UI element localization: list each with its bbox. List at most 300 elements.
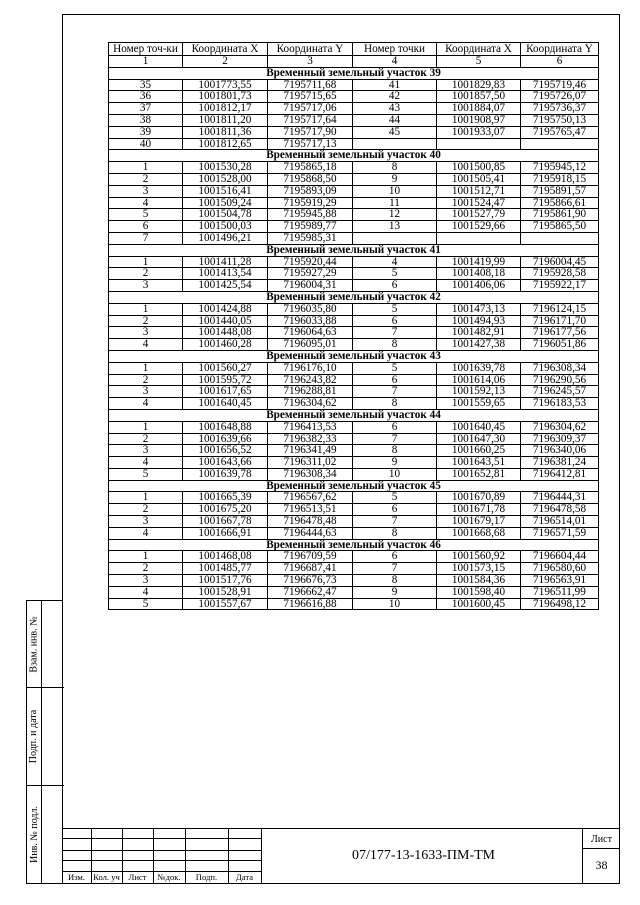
col-header-y: Координата Y: [268, 43, 353, 56]
table-cell: 7196381,24: [521, 457, 599, 469]
table-row: [109, 421, 599, 433]
table-cell: 7196444,31: [521, 492, 599, 504]
table-cell: 5: [109, 209, 183, 221]
table-row: [109, 280, 599, 292]
table-row: [109, 138, 599, 150]
table-cell: 1: [109, 362, 183, 374]
table-cell: 7196243,82: [268, 374, 353, 386]
table-cell: 7195989,77: [268, 221, 353, 233]
table-cell: 1001675,20: [183, 504, 268, 516]
table-cell: 7196064,63: [268, 327, 353, 339]
table-cell: 1001908,97: [437, 114, 521, 126]
table-cell: 7195865,50: [521, 221, 599, 233]
table-cell: 4: [109, 197, 183, 209]
table-cell: 7195919,29: [268, 197, 353, 209]
table-row: [109, 256, 599, 268]
table-row: [109, 315, 599, 327]
table-cell: [521, 232, 599, 244]
table-cell: 1001408,18: [437, 268, 521, 280]
table-cell: 1001648,88: [183, 421, 268, 433]
table-cell: 7196514,01: [521, 516, 599, 528]
table-cell: 8: [353, 162, 437, 174]
table-row: [109, 527, 599, 539]
table-cell: 7195927,29: [268, 268, 353, 280]
table-cell: 1001505,41: [437, 173, 521, 185]
label-list: Лист: [128, 872, 147, 882]
table-cell: 4: [109, 527, 183, 539]
table-cell: 7195928,58: [521, 268, 599, 280]
table-cell: 2: [109, 563, 183, 575]
table-cell: 1001406,06: [437, 280, 521, 292]
table-cell: 1001494,93: [437, 315, 521, 327]
section-title-row: [109, 350, 599, 362]
table-cell: 1001500,03: [183, 221, 268, 233]
side-stamp-inv: Инв. № подл.: [28, 805, 40, 863]
col-header-y-2: Координата Y: [521, 43, 599, 56]
table-cell: 7195717,90: [268, 126, 353, 138]
table-cell: 1001656,52: [183, 445, 268, 457]
table-cell: 7196511,99: [521, 586, 599, 598]
table-cell: 1001559,65: [437, 398, 521, 410]
table-cell: 44: [353, 114, 437, 126]
table-row: [109, 504, 599, 516]
table-cell: 7196604,44: [521, 551, 599, 563]
table-cell: 9: [353, 173, 437, 185]
table-cell: 1001530,28: [183, 162, 268, 174]
table-cell: 1001668,68: [437, 527, 521, 539]
col-header-point: Номер точ-ки: [109, 43, 183, 56]
table-cell: 7196567,62: [268, 492, 353, 504]
table-header-number-row: [109, 56, 599, 68]
table-cell: 1001671,78: [437, 504, 521, 516]
section-title-row: [109, 409, 599, 421]
table-cell: 2: [109, 504, 183, 516]
table-cell: 1001600,45: [437, 598, 521, 610]
table-cell: 1001425,54: [183, 280, 268, 292]
table-cell: 1001829,83: [437, 79, 521, 91]
table-cell: 7196687,41: [268, 563, 353, 575]
table-cell: 7196171,70: [521, 315, 599, 327]
side-stamp: [26, 600, 63, 884]
table-cell: 4: [109, 398, 183, 410]
table-cell: 36: [109, 91, 183, 103]
table-row: [109, 221, 599, 233]
table-cell: 7196035,80: [268, 303, 353, 315]
table-cell: 5: [109, 468, 183, 480]
table-cell: 1001933,07: [437, 126, 521, 138]
table-cell: 1001557,67: [183, 598, 268, 610]
table-cell: 1001614,06: [437, 374, 521, 386]
table-cell: 2: [109, 173, 183, 185]
table-cell: 7195945,88: [268, 209, 353, 221]
col-number: 1: [109, 56, 183, 68]
table-cell: 1001773,55: [183, 79, 268, 91]
table-cell: 7196004,45: [521, 256, 599, 268]
table-cell: 1001679,17: [437, 516, 521, 528]
table-cell: 7195918,15: [521, 173, 599, 185]
table-cell: 1001584,36: [437, 575, 521, 587]
table-cell: 1001667,78: [183, 516, 268, 528]
table-cell: 1001801,73: [183, 91, 268, 103]
table-row: [109, 433, 599, 445]
table-cell: 10: [353, 185, 437, 197]
table-cell: [437, 232, 521, 244]
table-cell: 7195715,65: [268, 91, 353, 103]
table-row: [109, 516, 599, 528]
section-title: Временный земельный участок 45: [109, 480, 599, 492]
table-cell: 7196033,88: [268, 315, 353, 327]
table-cell: 7196340,06: [521, 445, 599, 457]
table-cell: 1001413,54: [183, 268, 268, 280]
table-row: [109, 79, 599, 91]
table-cell: 1001573,15: [437, 563, 521, 575]
table-cell: 7196478,48: [268, 516, 353, 528]
table-row: [109, 268, 599, 280]
table-cell: 1001811,20: [183, 114, 268, 126]
table-cell: 2: [109, 315, 183, 327]
table-cell: 1001512,71: [437, 185, 521, 197]
section-title-row: [109, 150, 599, 162]
table-cell: 42: [353, 91, 437, 103]
table-cell: 5: [353, 268, 437, 280]
table-cell: 1001424,88: [183, 303, 268, 315]
col-number: 2: [183, 56, 268, 68]
label-kol-uch: Кол. уч: [93, 872, 120, 882]
table-cell: 1: [109, 421, 183, 433]
table-cell: 1001652,81: [437, 468, 521, 480]
table-cell: 7196176,10: [268, 362, 353, 374]
table-cell: 35: [109, 79, 183, 91]
coordinates-table: [108, 42, 599, 610]
table-cell: 9: [353, 457, 437, 469]
table-cell: 1001496,21: [183, 232, 268, 244]
table-cell: 3: [109, 280, 183, 292]
section-title-row: [109, 480, 599, 492]
side-stamp-vzam: Взам. инв. №: [28, 615, 40, 673]
table-cell: 7196444,63: [268, 527, 353, 539]
table-row: [109, 185, 599, 197]
table-cell: 7196709,59: [268, 551, 353, 563]
table-cell: 1001528,00: [183, 173, 268, 185]
table-cell: 1: [109, 162, 183, 174]
table-cell: 5: [353, 362, 437, 374]
document-number: 07/177-13-1633-ПМ-ТМ: [352, 848, 495, 863]
col-number: 6: [521, 56, 599, 68]
table-cell: 8: [353, 527, 437, 539]
table-cell: 7195922,17: [521, 280, 599, 292]
table-cell: 7196662,47: [268, 586, 353, 598]
table-row: [109, 173, 599, 185]
table-cell: 1001617,65: [183, 386, 268, 398]
table-cell: 7195945,12: [521, 162, 599, 174]
table-cell: 7196311,02: [268, 457, 353, 469]
table-cell: 1001427,38: [437, 339, 521, 351]
table-cell: 7195719,46: [521, 79, 599, 91]
table-cell: 45: [353, 126, 437, 138]
table-cell: 7196309,37: [521, 433, 599, 445]
table-row: [109, 386, 599, 398]
label-izm: Изм.: [67, 872, 86, 882]
sheet-label: Лист: [591, 834, 612, 845]
table-row: [109, 103, 599, 115]
table-row: [109, 457, 599, 469]
table-cell: 37: [109, 103, 183, 115]
table-cell: 7196051,86: [521, 339, 599, 351]
table-row: [109, 114, 599, 126]
table-cell: 1001884,07: [437, 103, 521, 115]
table-cell: 4: [109, 586, 183, 598]
table-row: [109, 551, 599, 563]
table-row: [109, 362, 599, 374]
table-cell: 1001640,45: [183, 398, 268, 410]
section-title-row: [109, 291, 599, 303]
table-cell: 6: [353, 315, 437, 327]
table-cell: 7: [109, 232, 183, 244]
table-cell: 7195868,50: [268, 173, 353, 185]
table-row: [109, 374, 599, 386]
table-cell: [353, 232, 437, 244]
table-cell: 7195866,61: [521, 197, 599, 209]
col-number: 3: [268, 56, 353, 68]
table-row: [109, 468, 599, 480]
table-cell: 7196616,88: [268, 598, 353, 610]
table-cell: 2: [109, 433, 183, 445]
table-cell: 2: [109, 374, 183, 386]
table-cell: 7195711,68: [268, 79, 353, 91]
table-row: [109, 91, 599, 103]
section-title: Временный земельный участок 42: [109, 291, 599, 303]
table-cell: 1001528,91: [183, 586, 268, 598]
table-row: [109, 598, 599, 610]
col-header-x: Координата X: [183, 43, 268, 56]
table-row: [109, 398, 599, 410]
table-cell: 1001812,65: [183, 138, 268, 150]
sheet-number: 38: [595, 858, 608, 872]
table-cell: 7195865,18: [268, 162, 353, 174]
table-cell: 7: [353, 327, 437, 339]
table-cell: 4: [109, 339, 183, 351]
table-cell: 7195717,64: [268, 114, 353, 126]
table-cell: 7: [353, 386, 437, 398]
table-cell: 1001666,91: [183, 527, 268, 539]
table-cell: 6: [109, 221, 183, 233]
table-cell: 7196124,15: [521, 303, 599, 315]
table-cell: 7: [353, 516, 437, 528]
table-cell: 1001448,08: [183, 327, 268, 339]
table-cell: 1001500,85: [437, 162, 521, 174]
table-cell: 39: [109, 126, 183, 138]
table-cell: 6: [353, 504, 437, 516]
table-cell: 7: [353, 433, 437, 445]
table-cell: 6: [353, 551, 437, 563]
table-cell: 1001411,28: [183, 256, 268, 268]
section-title: Временный земельный участок 46: [109, 539, 599, 551]
table-cell: 3: [109, 445, 183, 457]
table-cell: 7196413,53: [268, 421, 353, 433]
table-cell: 3: [109, 575, 183, 587]
table-cell: 7195893,09: [268, 185, 353, 197]
col-header-point-2: Номер точки: [353, 43, 437, 56]
table-cell: 1: [109, 551, 183, 563]
table-cell: 7196304,62: [268, 398, 353, 410]
table-cell: 1001640,45: [437, 421, 521, 433]
table-cell: 7196288,81: [268, 386, 353, 398]
section-title: Временный земельный участок 39: [109, 67, 599, 79]
table-cell: 6: [353, 280, 437, 292]
table-cell: 1001857,50: [437, 91, 521, 103]
table-row: [109, 445, 599, 457]
table-cell: 4: [353, 256, 437, 268]
table-cell: 1001639,78: [437, 362, 521, 374]
table-cell: 1001419,99: [437, 256, 521, 268]
label-podp: Подп.: [195, 872, 218, 882]
table-cell: 1001482,91: [437, 327, 521, 339]
table-cell: 1001670,89: [437, 492, 521, 504]
table-cell: 12: [353, 209, 437, 221]
table-cell: 13: [353, 221, 437, 233]
table-cell: 1001504,78: [183, 209, 268, 221]
table-cell: 3: [109, 386, 183, 398]
table-cell: 7196676,73: [268, 575, 353, 587]
table-cell: 10: [353, 468, 437, 480]
section-title: Временный земельный участок 44: [109, 409, 599, 421]
table-cell: 10: [353, 598, 437, 610]
table-cell: 7196095,01: [268, 339, 353, 351]
table-cell: 1: [109, 492, 183, 504]
table-row: [109, 197, 599, 209]
table-cell: [437, 138, 521, 150]
table-cell: 11: [353, 197, 437, 209]
table-cell: 7196004,31: [268, 280, 353, 292]
table-cell: 1: [109, 256, 183, 268]
table-header-row: [109, 43, 599, 56]
table-cell: 7195736,37: [521, 103, 599, 115]
section-title: Временный земельный участок 40: [109, 150, 599, 162]
title-block: [62, 828, 620, 884]
table-cell: 1001468,08: [183, 551, 268, 563]
table-cell: 7196245,57: [521, 386, 599, 398]
coordinates-table-body: [109, 67, 599, 610]
col-header-x-2: Координата X: [437, 43, 521, 56]
table-cell: 1001516,41: [183, 185, 268, 197]
table-cell: 7196513,51: [268, 504, 353, 516]
table-cell: 7196563,91: [521, 575, 599, 587]
table-cell: 7196304,62: [521, 421, 599, 433]
table-cell: 7195985,31: [268, 232, 353, 244]
table-cell: 7: [353, 563, 437, 575]
table-cell: 7196498,12: [521, 598, 599, 610]
table-row: [109, 563, 599, 575]
table-row: [109, 586, 599, 598]
section-title: Временный земельный участок 43: [109, 350, 599, 362]
table-cell: 38: [109, 114, 183, 126]
table-cell: 6: [353, 374, 437, 386]
table-cell: 3: [109, 185, 183, 197]
table-row: [109, 162, 599, 174]
section-title-row: [109, 539, 599, 551]
table-row: [109, 303, 599, 315]
table-cell: 7196177,56: [521, 327, 599, 339]
table-cell: 7196308,34: [268, 468, 353, 480]
table-cell: 1001811,36: [183, 126, 268, 138]
table-cell: 7195717,13: [268, 138, 353, 150]
table-cell: 1001598,40: [437, 586, 521, 598]
table-cell: 1001560,92: [437, 551, 521, 563]
table-row: [109, 327, 599, 339]
col-number: 5: [437, 56, 521, 68]
side-stamp-podp: Подп. и дата: [28, 709, 40, 763]
table-row: [109, 232, 599, 244]
table-cell: 2: [109, 268, 183, 280]
table-cell: 7195726,07: [521, 91, 599, 103]
table-cell: 7195920,44: [268, 256, 353, 268]
table-cell: 5: [353, 303, 437, 315]
table-cell: 1001639,66: [183, 433, 268, 445]
table-cell: 1001473,13: [437, 303, 521, 315]
table-cell: 7196290,56: [521, 374, 599, 386]
table-cell: 7196580,60: [521, 563, 599, 575]
table-cell: 1001527,79: [437, 209, 521, 221]
label-ndok: №док.: [157, 872, 181, 882]
table-cell: 7196341,49: [268, 445, 353, 457]
section-title-row: [109, 244, 599, 256]
table-cell: 40: [109, 138, 183, 150]
table-cell: 7195861,90: [521, 209, 599, 221]
table-row: [109, 126, 599, 138]
table-cell: 4: [109, 457, 183, 469]
table-cell: 1001460,28: [183, 339, 268, 351]
table-cell: 1001665,39: [183, 492, 268, 504]
table-cell: 7196412,81: [521, 468, 599, 480]
table-cell: 1001524,47: [437, 197, 521, 209]
table-cell: 1001643,66: [183, 457, 268, 469]
table-cell: 1001812,17: [183, 103, 268, 115]
table-cell: 1001440,05: [183, 315, 268, 327]
table-cell: 5: [353, 492, 437, 504]
section-title-row: [109, 67, 599, 79]
table-cell: 7196308,34: [521, 362, 599, 374]
table-cell: 1001529,66: [437, 221, 521, 233]
table-cell: [353, 138, 437, 150]
table-cell: 8: [353, 398, 437, 410]
section-title: Временный земельный участок 41: [109, 244, 599, 256]
table-cell: 1001509,24: [183, 197, 268, 209]
table-cell: 1001647,30: [437, 433, 521, 445]
table-row: [109, 339, 599, 351]
table-cell: 3: [109, 327, 183, 339]
table-row: [109, 492, 599, 504]
table-cell: 7195717,06: [268, 103, 353, 115]
table-cell: 9: [353, 586, 437, 598]
col-number: 4: [353, 56, 437, 68]
label-data: Дата: [235, 872, 254, 882]
table-cell: 1001517,76: [183, 575, 268, 587]
table-cell: 7195765,47: [521, 126, 599, 138]
table-cell: 5: [109, 598, 183, 610]
table-cell: 7195750,13: [521, 114, 599, 126]
table-cell: 1: [109, 303, 183, 315]
table-cell: 1001595,72: [183, 374, 268, 386]
table-cell: 1001560,27: [183, 362, 268, 374]
table-cell: 8: [353, 339, 437, 351]
table-cell: 7196183,53: [521, 398, 599, 410]
table-cell: 1001643,51: [437, 457, 521, 469]
table-cell: 7196571,59: [521, 527, 599, 539]
table-cell: 1001660,25: [437, 445, 521, 457]
table-cell: 3: [109, 516, 183, 528]
table-cell: 7196382,33: [268, 433, 353, 445]
table-cell: 1001592,13: [437, 386, 521, 398]
